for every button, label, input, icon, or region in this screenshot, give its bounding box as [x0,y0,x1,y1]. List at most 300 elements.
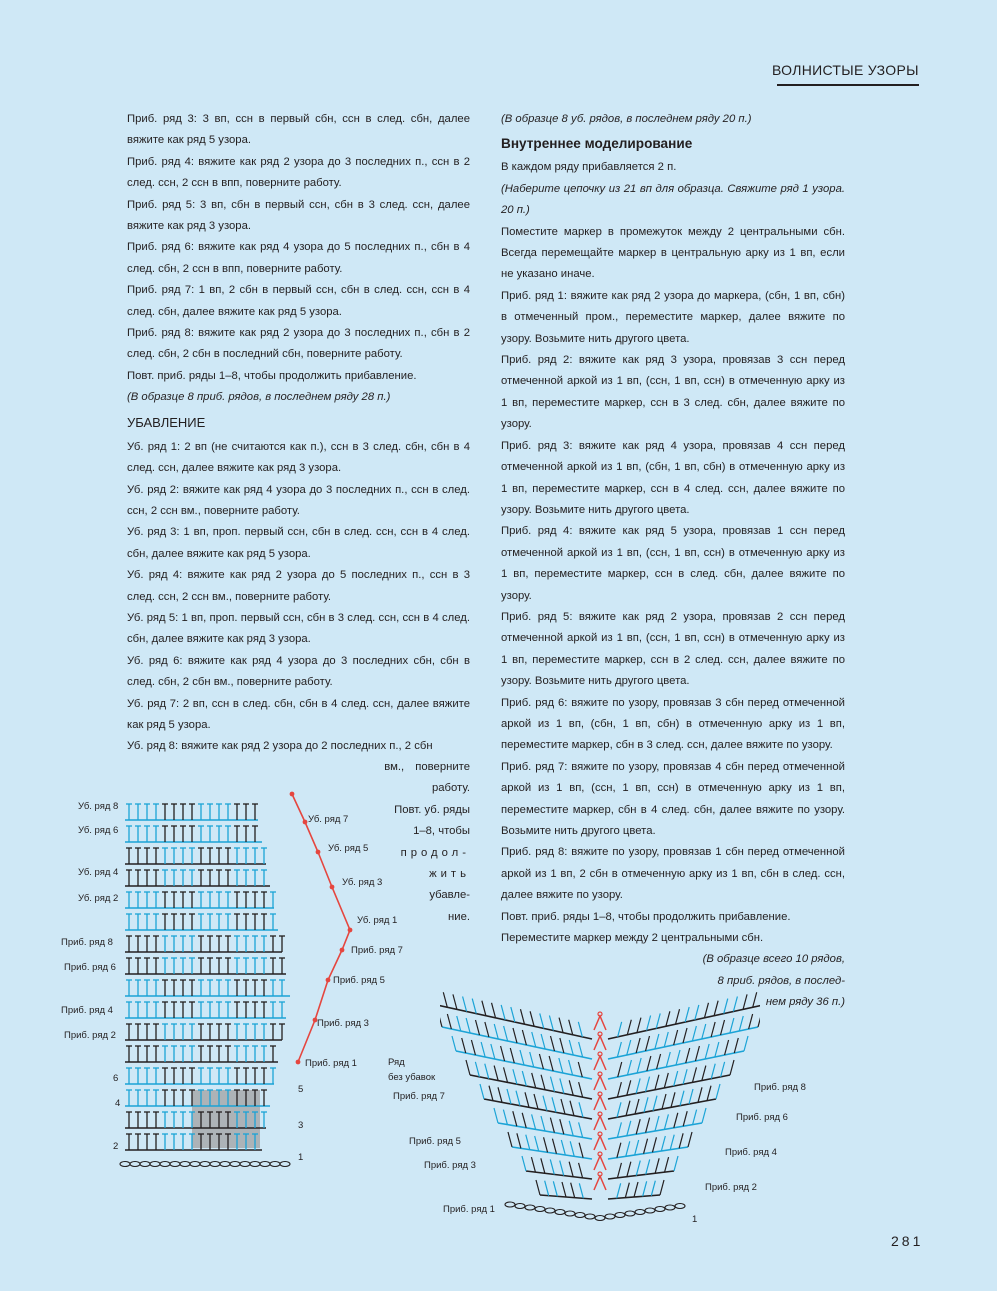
center-chain [598,1012,602,1016]
fan-stitch-right [618,1062,622,1077]
fan-stitch-right [617,1102,621,1117]
dec-row-7: Уб. ряд 7: 2 вп, ссн в след. сбн, сбн в 4 след. ссн, далее вяжите как ряд 5 узора. [127,697,470,731]
fan-row-right [608,1147,688,1159]
lbl-inc-8: Приб. ряд 8 [61,937,113,948]
lbl2-row-1: 1 [692,1214,698,1225]
fan-stitch-left [541,1075,545,1090]
lbl-inc-6: Приб. ряд 6 [64,962,116,973]
fan-stitch-right [739,1016,743,1031]
fan-stitch-right [671,1092,675,1107]
fan-stitch-left [532,1114,536,1129]
fan-stitch-right [695,1046,699,1061]
fan-stitch-right [683,1111,687,1126]
fan-stitch-left [540,1013,544,1028]
fan-stitch-left [504,1067,508,1082]
lbl2-inc-5: Приб. ряд 5 [409,1136,461,1147]
center-chain [598,1172,602,1176]
fan-stitch-right [705,1044,709,1059]
fan-stitch-left [513,1111,517,1126]
lbl-dec-7: Уб. ряд 7 [308,814,349,825]
fan-stitch-left [578,1022,582,1037]
lbl-inc-5: Приб. ряд 5 [333,975,385,986]
fan-stitch-right [627,1020,631,1035]
lbl-inc-3: Приб. ряд 3 [317,1018,369,1029]
inc-note: (В образце 8 приб. рядов, в последнем ряду 28 п.) [127,391,391,404]
lbl2-inc-3: Приб. ряд 3 [424,1160,476,1171]
fan-stitch-right [644,1139,648,1154]
fan-stitch-left [569,1020,573,1035]
chain-loop [280,1162,290,1167]
fan-stitch-right [634,1182,638,1197]
red-node [330,885,335,890]
fan-stitch-left [579,1082,583,1097]
fan-stitch-right [702,1066,706,1081]
chain-loop [515,1204,525,1209]
fan-stitch-right [627,1080,631,1095]
fan-stitch-right [702,1024,706,1039]
fan-stitch-left [541,1116,545,1131]
chain-loop [595,1216,605,1221]
fan-stitch-left [579,1183,583,1198]
fan-stitch-left [570,1101,574,1116]
fan-stitch-left [530,1052,534,1067]
fan-stitch-left [544,1137,548,1152]
fan-stitch-right [635,1099,639,1114]
lbl-inc-4: Приб. ряд 4 [61,1005,113,1016]
fan-stitch-left [494,1066,498,1081]
fan-stitch-right [743,994,747,1009]
fan-stitch-right [666,1011,670,1026]
fan-stitch-left [485,1064,489,1079]
r-row-8: Приб. ряд 8: вяжите по узору, провязав 1 сбн перед отмеченной аркой из 1 вп, 2 сбн в отмеченную арку из 1 вп, сбн в след. ссн, далее вяжите по узору. [501,846,845,902]
center-inc [594,1056,606,1070]
fan-stitch-right [627,1162,631,1177]
fan-stitch-left [551,1036,555,1051]
dec-row-8: Уб. ряд 8: вяжите как ряд 2 узора до 2 последних п., 2 сбн [127,740,433,753]
fan-stitch-right [688,1132,692,1147]
fan-stitch-right [670,1135,674,1150]
fan-stitch-right [617,1082,621,1097]
marker-note: Поместите маркер в промежуток между 2 центральными сбн. Всегда перемещайте маркер в центральную арку из 1 вп, если не указано иначе. [501,225,845,281]
chain-loop [555,1210,565,1215]
chain-loop [635,1210,645,1215]
fan-stitch-left [522,1030,526,1045]
fan-stitch-left [559,1018,563,1033]
lbl-inc-1: Приб. ряд 1 [305,1058,357,1069]
fan-stitch-right [711,1064,715,1079]
fan-stitch-left [475,1062,479,1077]
chain-loop [605,1214,615,1219]
fan-stitch-right [636,1038,640,1053]
fan-stitch-left [560,1161,564,1176]
fan-stitch-right [721,1020,725,1035]
chain-note: (Наберите цепочку из 21 вп для образца. Свяжите ряд 1 узора. 20 п.) [501,182,845,217]
fan-stitch-left [543,1096,547,1111]
dec-total-note: (В образце 8 уб. рядов, в последнем ряду 20 п.) [501,113,752,125]
fan-stitch-right [635,1140,639,1155]
fan-stitch-right [664,1114,668,1129]
fan-stitch-left [501,1046,505,1061]
fan-stitch-left [440,1012,442,1027]
left-caption [360,757,470,928]
chain-loop [220,1162,230,1167]
lbl-row-2: 2 [113,1141,119,1152]
lbl-row-1: 1 [298,1152,304,1163]
fan-stitch-right [617,1163,621,1178]
fan-stitch-left [481,1042,485,1057]
chain-loop [180,1162,190,1167]
fan-stitch-right [652,1137,656,1152]
fan-stitch-left [494,1024,498,1039]
chain-loop [270,1162,280,1167]
caption-line-6: ние. [448,910,470,923]
center-inc [594,1116,606,1130]
lbl-row-4: 4 [115,1098,121,1109]
fan-stitch-right [637,1058,641,1073]
fan-stitch-right [617,1122,621,1137]
center-inc [594,1176,606,1190]
r-row-3: Приб. ряд 3: вяжите как ряд 4 узора, провязав 4 ссн перед отмеченной аркой из 1 вп, (сбн, 1 вп, сбн) в отмеченную арку из 1 вп, переместите маркер, ссн в 4 след. ссн, далее вяжите по узору. Возьмите нить другого цвета. [501,439,845,516]
fan-stitch-left [549,1056,553,1071]
fan-stitch-left [579,1122,583,1137]
center-inc [594,1136,606,1150]
lbl2-inc-1: Приб. ряд 1 [443,1204,495,1215]
fan-stitch-right [716,1084,720,1099]
fan-stitch-left [472,999,476,1014]
fan-stitch-left [579,1163,583,1178]
red-node [348,928,353,933]
fan-stitch-left [569,1060,573,1075]
fan-stitch-right [646,1077,650,1092]
fan-stitch-left [480,1084,484,1099]
fan-stitch-left [511,1007,515,1022]
fan-stitch-right [637,1018,641,1033]
fan-stitch-left [549,1016,553,1031]
fan-stitch-right [644,1097,648,1112]
fan-stitch-left [522,1071,526,1086]
fan-stitch-right [693,1110,697,1125]
fan-stitch-left [466,1060,470,1075]
center-chain [598,1092,602,1096]
running-head-rule [777,84,919,86]
center-chain [598,1152,602,1156]
fan-stitch-right [647,1016,651,1031]
chain-loop [675,1204,685,1209]
chain-loop [190,1162,200,1167]
chain-loop [585,1214,595,1219]
fan-stitch-left [550,1159,554,1174]
chain-loop [545,1208,555,1213]
fan-stitch-right [715,1042,719,1057]
final-note-1: (В образце всего 10 рядов, [702,953,845,966]
chain-loop [200,1162,210,1167]
fan-stitch-right [702,1108,706,1123]
fan-stitch-right [617,1042,621,1057]
fan-stitch-left [571,1183,575,1198]
dec-row-8-end: работу. [431,782,470,795]
fan-stitch-left [447,1014,451,1029]
fan-stitch-right [683,1028,687,1043]
chain-loop [575,1213,585,1218]
fan-stitch-left [513,1028,517,1043]
fan-stitch-left [526,1135,530,1150]
fan-stitch-right [676,1009,680,1024]
center-chain [598,1132,602,1136]
center-inc [594,1076,606,1090]
fan-stitch-left [482,1001,486,1016]
lbl-row-3: 3 [298,1120,304,1131]
fan-stitch-right [733,996,737,1011]
chain-loop [655,1207,665,1212]
fan-stitch-left [559,1058,563,1073]
chain-loop [260,1162,270,1167]
fan-stitch-right [683,1069,687,1084]
fan-stitch-left [552,1097,556,1112]
fan-stitch-left [535,1136,539,1151]
fan-stitch-left [569,1040,573,1055]
center-chain [598,1032,602,1036]
dec-row-4: Уб. ряд 4: вяжите как ряд 2 узора до 5 последних п., ссн в 3 след. ссн, 2 ссн вм., поверните работу. [127,569,470,603]
fan-stitch-left [569,1162,573,1177]
dec-row-8-cont: вм., поверните [384,761,470,773]
fan-stitch-left [491,1044,495,1059]
fan-stitch-right [636,1078,640,1093]
lbl2-inc-6: Приб. ряд 6 [736,1112,788,1123]
chain-loop [120,1162,130,1167]
r-row-5: Приб. ряд 5: вяжите как ряд 2 узора, провязав 2 ссн перед отмеченной аркой из 1 вп, (ссн, 1 вп, ссн) в отмеченную арку из 1 вп, переместите маркер, ссн в 2 след. ссн, далее вяжите по узору. Возьмите нить другого цвета. [501,610,845,688]
fan-stitch-left [498,1087,502,1102]
fan-stitch-left [562,1182,566,1197]
inc-row-4: Приб. ряд 4: вяжите как ряд 2 узора до 3 последних п., ссн в 2 след. ссн, 2 ссн в впп, поверните работу. [127,155,470,190]
dec-row-1: Уб. ряд 1: 2 вп (не считаются как п.), ссн в 3 след. сбн, сбн в 4 след. ссн, далее вяжите как ряд 3 узора. [127,440,470,475]
r-row-7: Приб. ряд 7: вяжите по узору, провязав 4 сбн перед отмеченной аркой из 1 вп, (ссн, 1 вп, ссн) в отмеченную арку из 1 вп, переместите маркер, сбн в 4 след. сбн, далее вяжите по узору. Возьмите нить другого цвета. [501,760,845,837]
fan-stitch-left [550,1118,554,1133]
caption-line-4: жить [429,868,470,881]
chain-loop [140,1162,150,1167]
fan-stitch-right [744,1036,748,1051]
lbl-dec-5: Уб. ряд 5 [328,843,369,854]
fan-stitch-left [579,1102,583,1117]
fan-stitch-right [674,1030,678,1045]
chain-loop [130,1162,140,1167]
lbl-inc-7: Приб. ряд 7 [351,945,403,956]
fan-stitch-right [626,1101,630,1116]
fan-stitch-right [714,1001,718,1016]
lbl-dec-4: Уб. ряд 4 [78,867,119,878]
shaping-diagram-left [110,782,360,1182]
chain-loop [240,1162,250,1167]
fan-stitch-left [520,1009,524,1024]
fan-stitch-left [579,1042,583,1057]
running-head: ВОЛНИСТЫЕ УЗОРЫ [772,62,919,78]
inc-row-8: Приб. ряд 8: вяжите как ряд 2 узора до 3 последних п., сбн в 2 след. сбн, 2 сбн в последний сбн, поверните работу. [127,327,470,361]
fan-stitch-left [525,1092,529,1107]
caption-line-3: продол- [400,846,470,859]
fan-stitch-left [541,1034,545,1049]
fan-stitch-left [494,1108,498,1123]
fan-stitch-right [636,1119,640,1134]
r-move-marker: Переместите маркер между 2 центральными сбн. [501,932,764,945]
fan-stitch-right [636,1161,640,1176]
chain-loop [535,1207,545,1212]
r-row-1: Приб. ряд 1: вяжите как ряд 2 узора до маркера, (сбн, 1 вп, сбн) в отмеченный пром., переместите маркер, далее вяжите по узору. Возьмите нить другого цвета. [501,289,845,345]
fan-stitch-right [666,1052,670,1067]
fan-stitch-left [553,1181,557,1196]
fan-stitch-left [534,1094,538,1109]
dec-row-3: Уб. ряд 3: 1 вп, проп. первый ссн, сбн в след. ссн, ссн в 4 след. сбн, далее вяжите как ряд 5 узора. [127,526,470,560]
fan-stitch-left [501,1005,505,1020]
fan-stitch-right [655,1158,659,1173]
r-row-6: Приб. ряд 6: вяжите по узору, провязав 3 сбн перед отмеченной аркой из 1 вп, (сбн, 1 вп, сбн) в отмеченную арку из 1 вп, переместите маркер, сбн в 3 след. ссн, далее вяжите по узору. [501,696,845,752]
fan-stitch-right [657,1054,661,1069]
fan-stitch-right [664,1073,668,1088]
red-node [316,850,321,855]
fan-stitch-right [643,1181,647,1196]
fan-stitch-left [520,1050,524,1065]
fan-stitch-right [625,1183,629,1198]
inner-shaping-heading: Внутреннее моделирование [501,136,693,152]
fan-stitch-right [711,1022,715,1037]
fan-stitch-right [679,1133,683,1148]
fan-stitch-left [443,992,447,1007]
lbl-row-6: 6 [113,1073,119,1084]
fan-stitch-right [662,1094,666,1109]
fan-stitch-right [617,1143,621,1158]
red-node [326,978,331,983]
inc-row-3: Приб. ряд 3: 3 вп, ссн в первый сбн, ссн в след. сбн, далее вяжите как ряд 5 узора. [127,113,470,147]
r-row-2: Приб. ряд 2: вяжите как ряд 3 узора, провязав 3 ссн перед отмеченной аркой из 1 вп, (ссн, 1 вп, ссн) в отмеченную арку из 1 вп, переместите маркер, ссн в 3 след. сбн, далее вяжите по узору. [501,354,845,431]
fan-stitch-right [730,1060,734,1075]
center-inc [594,1016,606,1030]
fan-stitch-left [530,1011,534,1026]
fan-stitch-right [689,1089,693,1104]
fan-stitch-right [753,992,757,1007]
fan-stitch-left [492,1003,496,1018]
fan-stitch-left [560,1119,564,1134]
fan-stitch-left [536,1180,540,1195]
center-chain [598,1052,602,1056]
fan-stitch-left [517,1133,521,1148]
right-column [501,109,845,1014]
dec-row-2: Уб. ряд 2: вяжите как ряд 4 узора до 3 последних п., ссн в след. ссн, 2 ссн вм., поверните работу. [127,483,470,517]
lbl2-inc-4: Приб. ряд 4 [725,1147,777,1158]
chain-loop [665,1205,675,1210]
fan-stitch-left [539,1054,543,1069]
fan-stitch-right [685,1007,689,1022]
fan-stitch-left [541,1158,545,1173]
red-node [290,792,295,797]
fan-stitch-left [462,1038,466,1053]
fan-stitch-left [532,1032,536,1047]
fan-row-left [512,1147,592,1159]
center-inc [594,1036,606,1050]
fan-stitch-left [457,1016,461,1031]
fan-stitch-right [651,1181,655,1196]
fan-stitch-right [660,1180,664,1195]
chain-loop [505,1202,515,1207]
lbl-dec-1: Уб. ряд 1 [357,915,398,926]
fan-stitch-left [489,1086,493,1101]
fan-stitch-left [471,1040,475,1055]
decrease-heading: УБАВЛЕНИЕ [127,414,206,430]
lbl-row-plain-1: Ряд [388,1057,405,1068]
fan-stitch-left [561,1099,565,1114]
lbl2-inc-7: Приб. ряд 7 [393,1091,445,1102]
inc-row-7: Приб. ряд 7: 1 вп, 2 сбн в первый ссн, сбн в след. ссн, ссн в 4 след. сбн, далее вяжите как ряд 5 узора. [127,284,470,318]
fan-stitch-left [507,1089,511,1104]
inc-row-5: Приб. ряд 5: 3 вп, сбн в первый ссн, сбн в 3 след. ссн, далее вяжите как ряд 3 узора. [127,198,470,233]
fan-stitch-right [676,1050,680,1065]
fan-stitch-right [655,1034,659,1049]
fan-stitch-right [730,1018,734,1033]
fan-stitch-right [680,1091,684,1106]
fan-stitch-left [522,1113,526,1128]
caption-line-1: Повт. уб. ряды [394,803,470,816]
fan-stitch-right [661,1136,665,1151]
fan-stitch-left [579,1143,583,1158]
intro: В каждом ряду прибавляется 2 п. [501,161,677,174]
chain-loop [250,1162,260,1167]
fan-stitch-right [646,1036,650,1051]
dec-row-6: Уб. ряд 6: вяжите как ряд 4 узора до 3 последних сбн, сбн в след. сбн, 2 сбн вм., поверните работу. [127,654,470,689]
lbl-row-plain-2: без убавок [388,1072,436,1083]
page-number: 281 [891,1233,924,1249]
center-chain [598,1112,602,1116]
lbl-inc-2: Приб. ряд 2 [64,1030,116,1041]
fan-stitch-left [522,1156,526,1171]
r-row-4: Приб. ряд 4: вяжите как ряд 5 узора, провязав 1 ссн перед отмеченной аркой из 1 вп, (ссн, 1 вп, ссн) в отмеченную арку из 1 вп, переместите маркер, ссн в след. сбн, далее вяжите по узору. [501,525,845,602]
inc-repeat: Повт. приб. ряды 1–8, чтобы продолжить прибавление. [127,369,417,382]
center-inc [594,1156,606,1170]
dec-row-5: Уб. ряд 5: 1 вп, проп. первый ссн, сбн в 3 след. ссн, ссн в 4 след. сбн, далее вяжите как ряд 3 узора. [127,611,470,646]
fan-stitch-right [725,1040,729,1055]
lbl-row-5: 5 [298,1084,304,1095]
fan-stitch-right [655,1075,659,1090]
fan-stitch-left [510,1048,514,1063]
chain-loop [170,1162,180,1167]
fan-stitch-right [627,1121,631,1136]
fan-stitch-right [692,1067,696,1082]
red-node [303,820,308,825]
fan-stitch-right [627,1040,631,1055]
left-column [127,109,470,758]
fan-stitch-right [665,1157,669,1172]
fan-stitch-right [758,1012,760,1027]
fan-stitch-right [674,1071,678,1086]
fan-stitch-right [686,1048,690,1063]
lbl-dec-2: Уб. ряд 2 [78,893,119,904]
fan-stitch-left [532,1073,536,1088]
red-node [340,948,345,953]
fan-stitch-right [627,1060,631,1075]
inc-row-6: Приб. ряд 6: вяжите как ряд 4 узора до 5 последних п., сбн в 4 след. сбн, 2 ссн в впп, поверните работу. [127,241,470,275]
fan-stitch-right [647,1056,651,1071]
fan-stitch-right [704,1003,708,1018]
fan-stitch-right [653,1096,657,1111]
fan-stitch-left [508,1132,512,1147]
chain-loop [525,1205,535,1210]
lbl2-inc-8: Приб. ряд 8 [754,1082,806,1093]
fan-stitch-right [721,1062,725,1077]
fan-stitch-left [513,1069,517,1084]
fan-stitch-left [552,1139,556,1154]
r-repeat: Повт. приб. ряды 1–8, чтобы продолжить прибавление. [501,910,791,923]
chain-loop [210,1162,220,1167]
fan-stitch-left [531,1157,535,1172]
fan-stitch-right [698,1087,702,1102]
final-note-2: 8 приб. рядов, в послед- [717,974,845,987]
fan-stitch-right [734,1038,738,1053]
